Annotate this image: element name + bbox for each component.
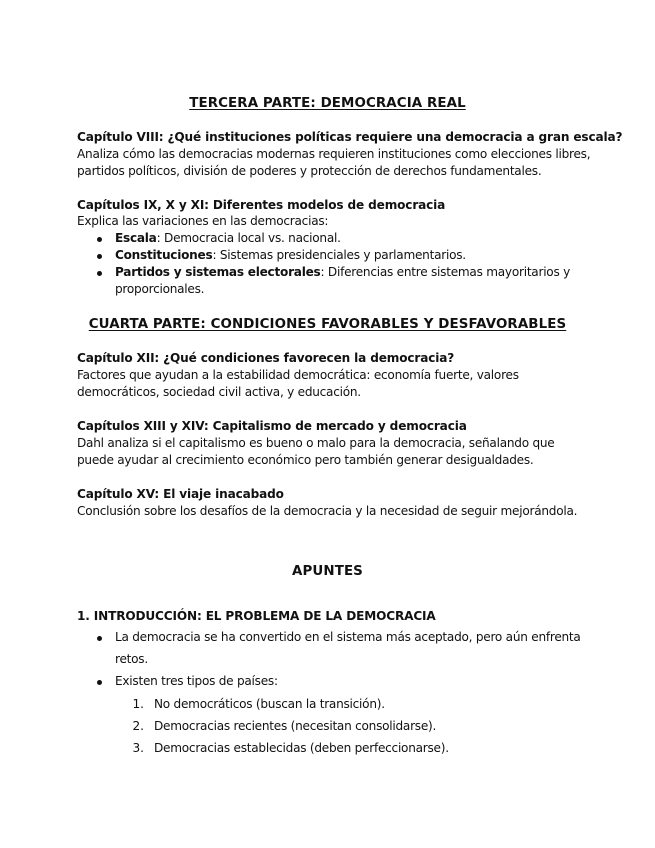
section-title-apuntes: APUNTES [292,564,363,579]
numbered-item: Democracias recientes (necesitan consolidarse). [154,719,437,733]
paragraph-line: partidos políticos, división de poderes y protección de derechos fundamentales. [77,164,542,178]
list-item: La democracia se ha convertido en el sistema más aceptado, pero aún enfrenta [115,630,581,644]
section-title-cuarta: CUARTA PARTE: CONDICIONES FAVORABLES Y DESFAVORABLES [88,317,567,332]
list-item-text: : Sistemas presidenciales y parlamentarios. [212,248,466,262]
bullet-icon [97,254,102,259]
paragraph-line: puede ayudar al crecimiento económico pero también generar desigualdades. [77,453,534,467]
list-item [115,231,341,245]
bullet-icon [97,636,102,641]
list-number: 1. [132,697,144,711]
numbered-item: No democráticos (buscan la transición). [154,697,385,711]
bullet-icon [97,237,102,242]
list-item-term: Partidos y sistemas electorales [115,265,321,279]
list-item-term: Escala [115,231,157,245]
chapter-heading-viii: Capítulo VIII: ¿Qué instituciones políticas requiere una democracia a gran escala? [77,130,623,144]
section-title-tercera: TERCERA PARTE: DEMOCRACIA REAL [189,96,466,111]
paragraph-line: Explica las variaciones en las democracias: [77,214,329,228]
list-item [115,265,570,279]
list-item-term: Constituciones [115,248,213,262]
chapter-heading-ix-xi: Capítulos IX, X y XI: Diferentes modelos de democracia [77,198,446,212]
list-item: Existen tres tipos de países: [115,674,278,688]
bullet-icon [97,680,102,685]
list-number: 3. [132,741,144,755]
paragraph-line: Factores que ayudan a la estabilidad democrática: economía fuerte, valores [77,368,519,382]
chapter-heading-xiii-xiv: Capítulos XIII y XIV: Capitalismo de mercado y democracia [77,419,467,433]
list-item-continuation: proporcionales. [115,282,205,296]
bullet-icon [97,271,102,276]
list-item-text: : Democracia local vs. nacional. [156,231,341,245]
notes-heading-intro: 1. INTRODUCCIÓN: EL PROBLEMA DE LA DEMOCRACIA [77,609,436,623]
list-item-text: : Diferencias entre sistemas mayoritarios y [320,265,571,279]
chapter-heading-xii: Capítulo XII: ¿Qué condiciones favorecen la democracia? [77,351,455,365]
list-item-continuation: retos. [115,652,148,666]
list-item [115,248,466,262]
numbered-item: Democracias establecidas (deben perfeccionarse). [154,741,449,755]
paragraph-line: Conclusión sobre los desafíos de la democracia y la necesidad de seguir mejorándola. [77,504,578,518]
chapter-heading-xv: Capítulo XV: El viaje inacabado [77,487,284,501]
paragraph-line: Dahl analiza si el capitalismo es bueno o malo para la democracia, señalando que [77,436,555,450]
list-number: 2. [132,719,144,733]
paragraph-line: Analiza cómo las democracias modernas requieren instituciones como elecciones libres, [77,147,591,161]
paragraph-line: democráticos, sociedad civil activa, y educación. [77,385,361,399]
